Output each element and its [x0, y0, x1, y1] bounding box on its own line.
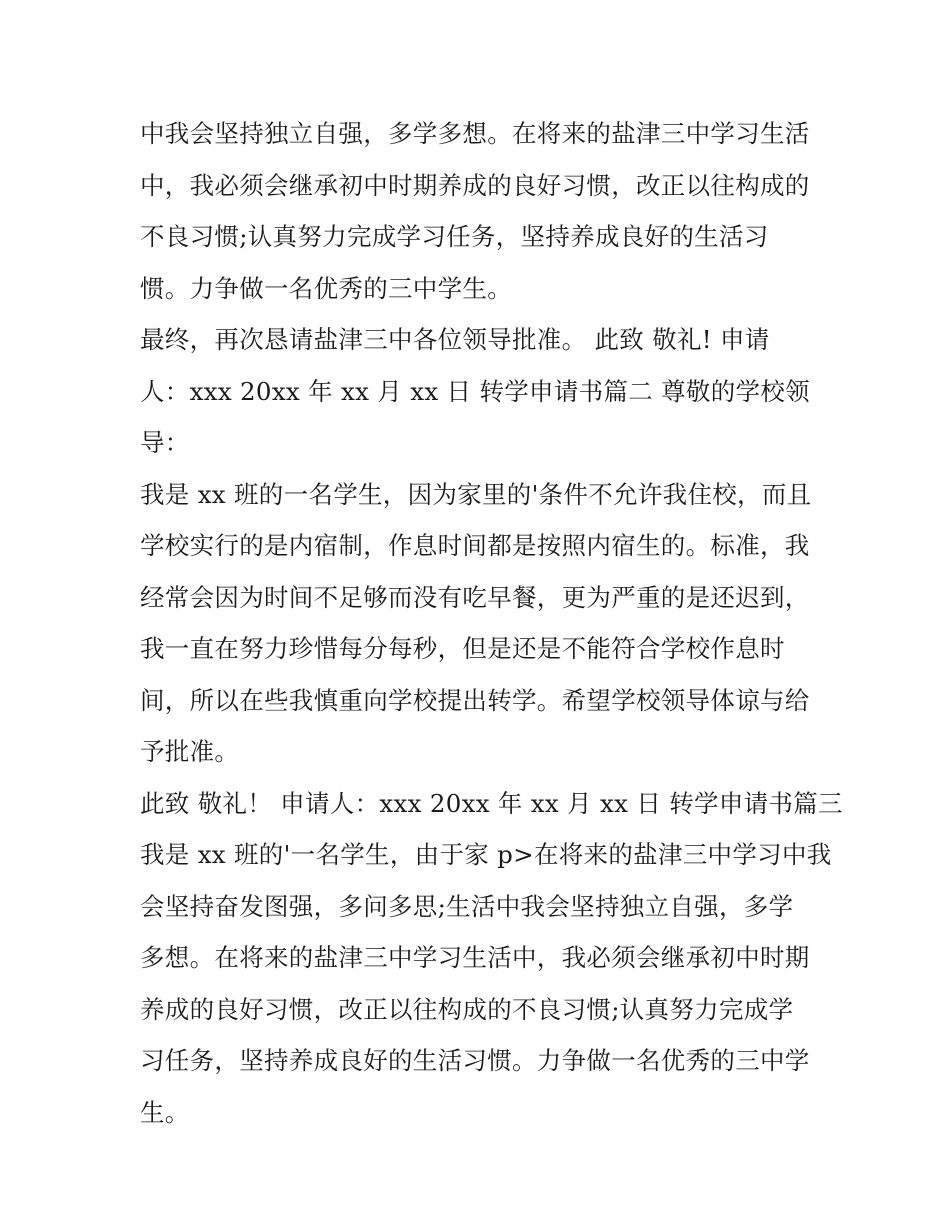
- text-line: 人：xxx 20xx 年 xx 月 xx 日 转学申请书篇二 尊敬的学校领: [140, 376, 810, 406]
- text-line: 间，所以在些我慎重向学校提出转学。希望学校领导体谅与给: [140, 685, 810, 715]
- text-line: 我是 xx 班的一名学生，因为家里的'条件不允许我住校，而且: [140, 479, 812, 509]
- text-line: 多想。在将来的盐津三中学习生活中，我必须会继承初中时期: [140, 943, 810, 972]
- text-line: 惯。力争做一名优秀的三中学生。: [140, 273, 512, 303]
- text-line: 习任务，坚持养成良好的生活习惯。力争做一名优秀的三中学: [140, 1046, 810, 1075]
- text-line: 不良习惯;认真努力完成学习任务，坚持养成良好的生活习: [140, 222, 769, 251]
- text-line: 予批准。: [140, 737, 240, 766]
- text-line: 学校实行的是内宿制，作息时间都是按照内宿生的。标准，我: [140, 531, 810, 560]
- text-line: 养成的良好习惯，改正以往构成的不良习惯;认真努力完成学: [140, 994, 794, 1024]
- text-line: 经常会因为时间不足够而没有吃早餐，更为严重的是还迟到，: [140, 582, 810, 612]
- text-line: 我一直在努力珍惜每分每秒，但是还是不能符合学校作息时: [140, 634, 785, 663]
- text-line: 此致 敬礼！ 申请人：xxx 20xx 年 xx 月 xx 日 转学申请书篇三: [140, 788, 843, 818]
- text-line: 中，我必须会继承初中时期养成的良好习惯，改正以往构成的: [140, 170, 810, 200]
- text-line: 中我会坚持独立自强，多学多想。在将来的盐津三中学习生活: [140, 119, 810, 148]
- document-body: [140, 108, 843, 1138]
- text-line: 最终，再次恳请盐津三中各位领导批准。 此致 敬礼! 申请: [140, 325, 770, 354]
- text-line: 会坚持奋发图强，多问多思;生活中我会坚持独立自强，多学: [140, 891, 794, 921]
- text-line: 生。: [140, 1097, 190, 1127]
- text-line: 我是 xx 班的'一名学生，由于家 p>在将来的盐津三中学习中我: [140, 840, 832, 869]
- text-line: 导：: [140, 428, 190, 457]
